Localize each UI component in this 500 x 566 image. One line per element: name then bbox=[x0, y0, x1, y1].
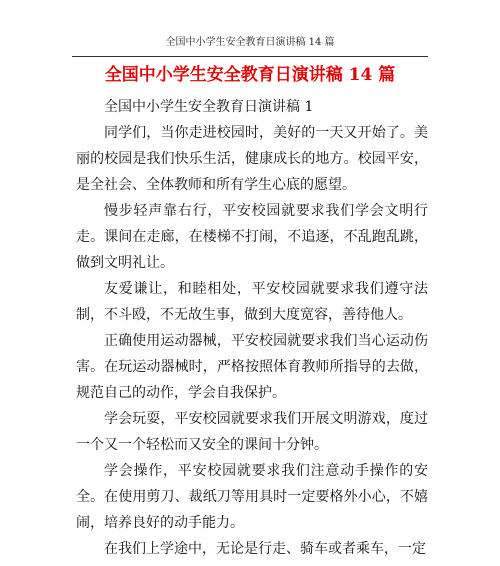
header-divider bbox=[72, 56, 428, 57]
paragraph: 慢步轻声靠右行，平安校园就要求我们学会文明行走。课间在走廊，在楼梯不打闹，不追逐，不乱跑乱跳，做到文明礼让。 bbox=[76, 203, 428, 271]
document-title: 全国中小学生安全教育日演讲稿 14 篇 bbox=[104, 65, 396, 85]
paragraph: 友爱谦让，和睦相处，平安校园就要求我们遵守法制，不斗殴，不无故生事，做到大度宽容，善待他人。 bbox=[76, 281, 428, 323]
paragraph: 正确使用运动器械，平安校园就要求我们当心运动伤害。在玩运动器械时，严格按照体育教师所指导的去做，规范自己的动作，学会自我保护。 bbox=[76, 333, 428, 401]
document-body bbox=[76, 94, 428, 562]
paragraph: 学会操作，平安校园就要求我们注意动手操作的安全。在使用剪刀、裁纸刀等用具时一定要格外小心，不嬉闹，培养良好的动手能力。 bbox=[76, 463, 428, 531]
paragraph: 在我们上学途中，无论是行走、骑车或者乘车，一定 bbox=[104, 541, 426, 557]
running-header: 全国中小学生安全教育日演讲稿 14 篇 bbox=[165, 37, 335, 48]
speech-subtitle: 全国中小学生安全教育日演讲稿 1 bbox=[104, 99, 314, 115]
paragraph: 同学们，当你走进校园时，美好的一天又开始了。美丽的校园是我们快乐生活，健康成长的地方。校园平安，是全社会、全体教师和所有学生心底的愿望。 bbox=[76, 125, 428, 193]
paragraph: 学会玩耍，平安校园就要求我们开展文明游戏，度过一个又一个轻松而又安全的课间十分钟。 bbox=[76, 411, 428, 453]
